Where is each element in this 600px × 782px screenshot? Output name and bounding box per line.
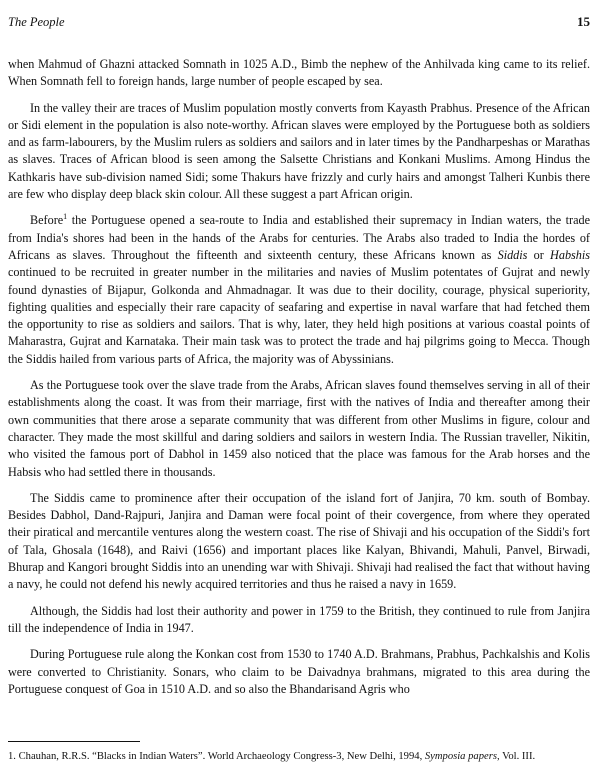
text-run: Although, the Siddis had lost their authority and power in 1759 to the British, they continued to rule from Janjira till the independence of India in 1947. [8,603,590,635]
body-text [8,56,590,698]
paragraph [8,56,590,91]
paragraph [8,100,590,204]
text-run: The Siddis came to prominence after their occupation of the island fort of Janjira, 70 km. south of Bombay. Besides Dabhol, Dand-Rajpuri, Janjira and Daman were focal point of their covergence, from where they operated their piratical and mercantile ventures along the western coast. The rise of Shivaji and his occupation of the Siddi's fort of Tala, Ghosala (1648), and Raivi (1656) and important places like Kalyan, Bhivandi, Mahuli, Panvel, Birwadi, Bhurap and Kangori brought Siddis into an unending war with Shivaji. Shivaji had realised the fact that without having a navy, he could not defend his newly acquired territories and thus he raised a navy in 1659. [8,490,590,592]
text-run: or [527,247,551,262]
italic-text: Habshis [550,247,591,262]
text-run: continued to be recruited in greater number in the militaries and navies of Muslim potentates of Gujrat and newly found dynasties of Bijapur, Golkonda and Ahmadnagar. It was due to their docility, courage, physical superiority, fighting qualities and especially their rare capacity of seafaring and expertise in naval warfare that had fetched them the opportunity to rise as soldiers and sailors. That is why, later, they held high positions at various coastal points of Maharastra, Gujrat and Karnataka. Their main task was to protect the trade and haj pilgrims going to Mecca. Though the Siddis hailed from various parts of Africa, the majority was of Abyssinians. [8,265,590,366]
paragraph [8,646,590,698]
italic-text: Symposia papers, [424,751,500,762]
text-run: 1. Chauhan, R.R.S. “Blacks in Indian Waters”. World Archaeology Congress-3, New Delhi, 1994, [8,751,425,762]
page-header [8,14,590,36]
text-run: the Portuguese opened a sea-route to India and established their supremacy in Indian waters, the trade from India's shores had been in the hands of the Arabs for centuries. The Arabs also traded to India the hordes of Africans as slaves. Throughout the fifteenth and sixteenth century, these Africans known as [8,213,590,262]
paragraph [8,490,590,594]
text-run: During Portuguese rule along the Konkan cost from 1530 to 1740 A.D. Brahmans, Prabhus, Pachkalshis and Kolis were converted to Christianity. Sonars, who claim to be Daivadnya brahmans, migrated to this area during the Portuguese conquest of Goa in 1510 A.D. and so also the Bhandarisand Agris who [8,647,590,696]
text-run: Before [30,213,64,228]
italic-text: Siddis [497,247,528,262]
text-run: when Mahmud of Ghazni attacked Somnath in 1025 A.D., Bimb the nephew of the Anhilvada king came to its relief. When Somnath fell to foreign hands, large number of people escaped by sea. [8,57,590,89]
running-head: The People [8,15,65,29]
paragraph [8,377,590,481]
text-run: Vol. III. [499,751,536,762]
text-run: As the Portuguese took over the slave trade from the Arabs, African slaves found themselves serving in all of their establishments along the coast. It was from their marriage, first with the natives of India and thereafter among their own communities that there arose a separate community that was different from other Muslims in figure, colour and character. They made the most skillful and daring soldiers and sailors in western India. The Russian traveller, Nikitin, who visited the famous port of Dabhol in 1459 also noticed that the place was famous for the Arab horses and the Habsis who had settled there in thousands. [8,378,590,479]
page-number: 15 [577,14,590,29]
footnote-rule [8,741,140,742]
footnote-marker: 1 [63,212,68,222]
paragraph [8,212,590,368]
footnote [8,750,592,764]
paragraph [8,603,590,638]
text-run: In the valley their are traces of Muslim population mostly converts from Kayasth Prabhus. Presence of the African or Sidi element in the population is also note-worthy. African slaves were employed by the Portuguese both as soldiers and as farm-labourers, by the Muslim rulers as soldiers and sailors and in later times by the Pandharpeshas or Marathas as slaves. Traces of African blood is seen among the Salsette Christians and Konkani Muslims. Among Hindus the Kathkaris have sub-division named Sidi; some Thakurs have frizzly and curly hairs and amongst Talheri Kunbis there are few who display deep black skin colour. All these suggest a part African origin. [8,100,590,202]
